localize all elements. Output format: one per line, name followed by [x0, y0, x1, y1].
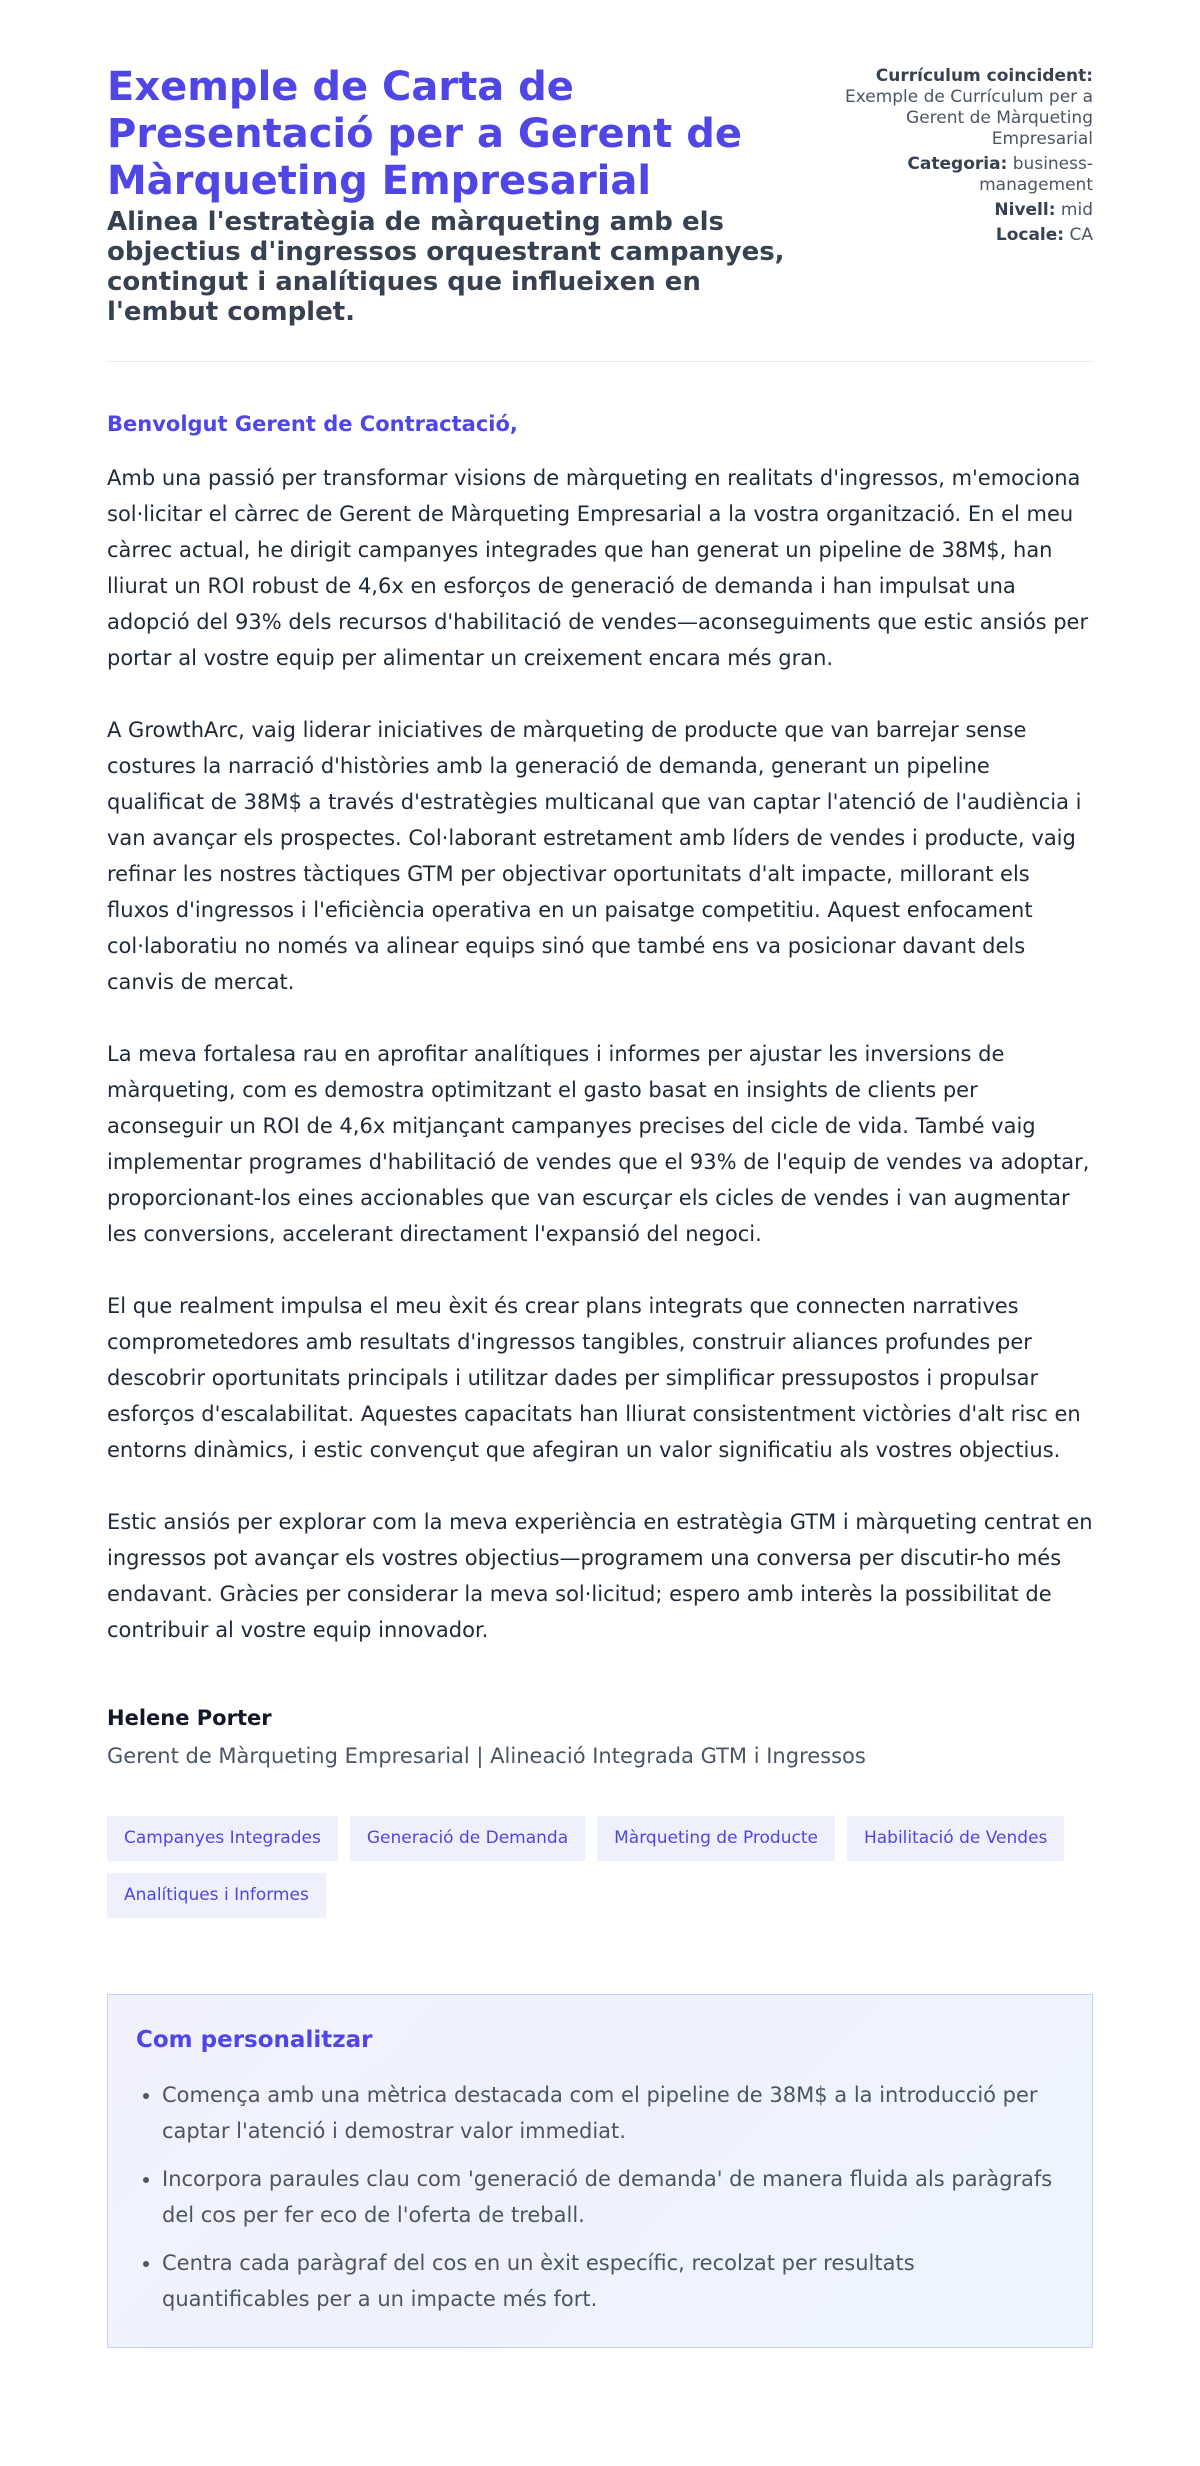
meta-level — [831, 200, 1093, 221]
tips-list — [136, 2077, 1064, 2317]
meta-category — [831, 154, 1093, 196]
letter-paragraph: El que realment impulsa el meu èxit és crear plans integrats que connecten narratives comprometedores amb resultats d'ingressos tangibles, construir aliances profundes per descobrir oportunitats principals i utilitzar dades per simplificar pressupostos i propulsar esforços d'escalabilitat. Aquestes capacitats han lliurat consistentment victòries d'alt risc en entorns dinàmics, i estic convençut que afegiran un valor significatiu als vostres objectius. — [107, 1294, 1081, 1462]
meta-locale — [831, 225, 1093, 246]
signature-name: Helene Porter — [107, 1706, 272, 1730]
page-title: Exemple de Carta de Presentació per a Gerent de Màrqueting Empresarial — [107, 64, 742, 204]
page-subtitle: Alinea l'estratègia de màrqueting amb els objectius d'ingressos orquestrant campanyes, contingut i analítiques que influeixen en l'embut complet. — [107, 207, 785, 327]
header-titles — [107, 64, 807, 327]
cover-letter-page — [107, 0, 1093, 2348]
meta-category-value: business-management — [979, 154, 1093, 195]
skill-tag: Màrqueting de Producte — [597, 1816, 835, 1861]
letter-greeting: Benvolgut Gerent de Contractació, — [107, 412, 518, 436]
meta-level-label: Nivell: — [994, 200, 1056, 220]
meta-resume — [831, 66, 1093, 150]
letter-paragraph: Estic ansiós per explorar com la meva experiència en estratègia GTM i màrqueting centrat en ingressos pot avançar els vostres objectius—programem una conversa per discutir-ho més endavant. Gràcies per considerar la meva sol·licitud; espero amb interès la possibilitat de contribuir al vostre equip innovador. — [107, 1510, 1093, 1642]
skill-tags — [107, 1816, 1093, 1918]
skill-tag: Campanyes Integrades — [107, 1816, 338, 1861]
tip-item: • Comença amb una mètrica destacada com el pipeline de 38M$ a la introducció per captar l'atenció i demostrar valor immediat. — [162, 2077, 1064, 2149]
meta-locale-value: CA — [1069, 225, 1093, 245]
signature-block — [107, 1706, 1093, 1768]
meta-level-value: mid — [1060, 200, 1093, 220]
skill-tag: Habilitació de Vendes — [847, 1816, 1064, 1861]
meta-locale-label: Locale: — [995, 225, 1065, 245]
skill-tag: Generació de Demanda — [350, 1816, 585, 1861]
tip-item: • Centra cada paràgraf del cos en un èxit específic, recolzat per resultats quantificables per a un impacte més fort. — [162, 2245, 1064, 2317]
meta-panel — [831, 64, 1093, 250]
letter-paragraph: Amb una passió per transformar visions de màrqueting en realitats d'ingressos, m'emociona sol·licitar el càrrec de Gerent de Màrqueting Empresarial a la vostra organització. En el meu càrrec actual, he dirigit campanyes integrades que han generat un pipeline de 38M$, han lliurat un ROI robust de 4,6x en esforços de generació de demanda i han impulsat una adopció del 93% dels recursos d'habilitació de vendes—aconseguiments que estic ansiós per portar al vostre equip per alimentar un creixement encara més gran. — [107, 466, 1089, 670]
skill-tag: Analítiques i Informes — [107, 1873, 326, 1918]
tip-item: • Incorpora paraules clau com 'generació de demanda' de manera fluida als paràgrafs del cos per fer eco de l'oferta de treball. — [162, 2161, 1064, 2233]
tips-title: Com personalitzar — [136, 2027, 373, 2053]
meta-category-label: Categoria: — [907, 154, 1008, 174]
signature-title: Gerent de Màrqueting Empresarial | Alineació Integrada GTM i Ingressos — [107, 1744, 866, 1768]
letter-paragraph: La meva fortalesa rau en aprofitar analítiques i informes per ajustar les inversions de màrqueting, com es demostra optimitzant el gasto basat en insights de clients per aconseguir un ROI de 4,6x mitjançant campanyes precises del cicle de vida. També vaig implementar programes d'habilitació de vendes que el 93% de l'equip de vendes va adoptar, proporcionant-los eines accionables que van escurçar els cicles de vendes i van augmentar les conversions, accelerant directament l'expansió del negoci. — [107, 1042, 1090, 1246]
meta-resume-label: Currículum coincident: — [875, 66, 1093, 86]
letter-paragraph: A GrowthArc, vaig liderar iniciatives de màrqueting de producte que van barrejar sense costures la narració d'històries amb la generació de demanda, generant un pipeline qualificat de 38M$ a través d'estratègies multicanal que van captar l'atenció de l'audiència i van avançar els prospectes. Col·laborant estretament amb líders de vendes i producte, vaig refinar les nostres tàctiques GTM per objectivar oportunitats d'alt impacte, millorant els fluxos d'ingressos i l'eficiència operativa en un paisatge competitiu. Aquest enfocament col·laboratiu no només va alinear equips sinó que també ens va posicionar davant dels canvis de mercat. — [107, 718, 1082, 994]
meta-resume-value: Exemple de Currículum per a Gerent de Màrqueting Empresarial — [844, 87, 1093, 149]
customization-tips — [107, 1994, 1093, 2348]
page-header — [107, 64, 1093, 362]
letter-body — [107, 460, 1093, 1648]
